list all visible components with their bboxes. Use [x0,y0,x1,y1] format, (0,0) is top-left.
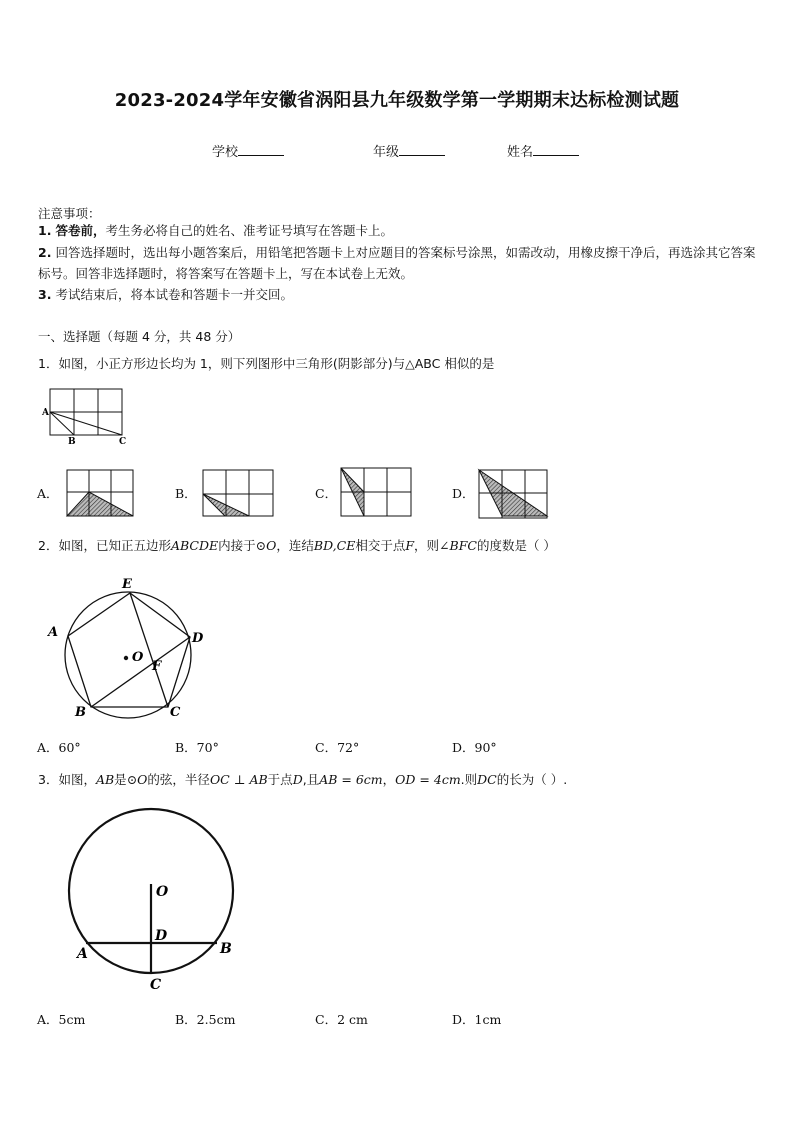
q2-math-abcde: ABCDE [170,538,219,553]
q3-math-d: D [292,772,303,787]
q3-text-part: ,且 [302,772,320,787]
q2-option-d[interactable]: D．90° [452,740,497,755]
q3-math-oc-perp-ab: OC ⊥ AB [209,772,268,787]
q2-figure-pentagon [40,570,215,725]
q1-option-d-figure [477,466,551,522]
school-field [212,141,284,160]
notice-item-1 [38,220,758,241]
q3-text-part: 是 [114,772,127,787]
fig-label-o: O [156,884,169,900]
q2-text-part: 内接于 [218,538,256,553]
q3-text-part: ， [382,772,396,787]
fig-label-b: B [68,437,76,447]
notice-num: 2. [38,245,52,260]
name-label: 姓名 [507,145,534,160]
q3-figure-circle [60,800,250,1000]
notice-item-2 [38,242,758,284]
q2-option-a[interactable]: A．60° [37,740,81,755]
q2-text-part: ，连结 [276,538,314,553]
page-title: 2023-2024学年安徽省涡阳县九年级数学第一学期期末达标检测试题 [114,90,680,111]
school-blank [238,143,284,156]
q1-option-a[interactable]: A． [37,486,59,501]
q1-option-d[interactable]: D． [452,486,475,501]
q1-option-c[interactable]: C． [315,486,338,501]
q2-math-circle-o: ⊙O [255,538,277,553]
grade-field [373,141,445,160]
fig-label-d: D [155,928,168,944]
question-3-text [38,770,567,788]
section-heading: 一、选择题（每题 4 分，共 48 分） [38,329,241,344]
fig-label-a: A [48,625,59,640]
notice-num: 3. [38,287,52,302]
q3-math-dc: DC [477,772,497,787]
fig-label-c: C [150,977,162,993]
q3-option-c[interactable]: C．2 cm [315,1012,368,1027]
q2-text-part: ，则 [414,538,440,553]
q1-figure-abc [40,386,140,448]
fig-label-a: A [42,408,49,418]
q2-text-part: 2．如图，已知正五边形 [38,538,171,553]
name-blank [533,143,579,156]
fig-label-f: F [152,659,162,674]
q3-math-circle-o: ⊙O [126,772,148,787]
notice-bold: 答卷前， [55,223,106,238]
notice-text: 考生务必将自己的姓名、准考证号填写在答题卡上。 [105,223,393,238]
fig-label-d: D [192,631,204,646]
grade-blank [399,143,445,156]
fig-label-b: B [75,705,86,720]
notice-item-3 [38,284,758,305]
question-2-text [38,536,556,554]
q1-option-a-figure [65,468,137,520]
q3-option-b[interactable]: B．2.5cm [175,1012,236,1027]
q2-math-angle-bfc: ∠BFC [439,538,477,553]
fig-label-e: E [122,577,132,592]
q3-option-a[interactable]: A．5cm [37,1012,86,1027]
grade-label: 年级 [373,145,400,160]
q3-text-part: 的长为（ ）. [496,772,568,787]
q1-option-b-figure [201,468,275,520]
q2-text-part: 相交于点 [355,538,406,553]
fig-label-c: C [170,705,181,720]
q3-text-part: 于点 [267,772,293,787]
q2-option-b[interactable]: B．70° [175,740,219,755]
question-1-text: 1．如图，小正方形边长均为 1，则下列图形中三角形(阴影部分)与△ABC 相似的是 [38,356,495,371]
q1-option-b[interactable]: B． [175,486,197,501]
fig-label-b: B [220,941,232,957]
q2-option-c[interactable]: C．72° [315,740,360,755]
notice-text: 回答选择题时，选出每小题答案后，用铅笔把答题卡上对应题目的答案标号涂黑，如需改动，用橡皮擦干净后，再选涂其它答案标号。回答非选择题时，将答案写在答题卡上，写在本试卷上无效。 [38,245,756,281]
q2-math-bd-ce: BD,CE [313,538,356,553]
q1-option-c-figure [339,466,413,520]
q3-text-part: .则 [460,772,478,787]
name-field [507,141,579,160]
fig-label-a: A [77,946,88,962]
q3-text-part: 3．如图， [38,772,96,787]
notice-text: 考试结束后，将本试卷和答题卡一并交回。 [55,287,293,302]
notice-num: 1. [38,223,52,238]
q3-math-ab: AB [95,772,115,787]
fig-label-c: C [119,437,127,447]
q3-math-od-4cm: OD = 4cm [395,772,461,787]
q3-text-part: 的弦，半径 [147,772,210,787]
notice-heading: 注意事项： [38,206,101,221]
school-label: 学校 [212,145,239,160]
q2-math-f: F [405,538,415,553]
q3-option-d[interactable]: D．1cm [452,1012,502,1027]
fig-label-o: O [132,650,144,665]
q3-math-ab-6cm: AB = 6cm [319,772,383,787]
q2-text-part: 的度数是（ ） [476,538,556,553]
